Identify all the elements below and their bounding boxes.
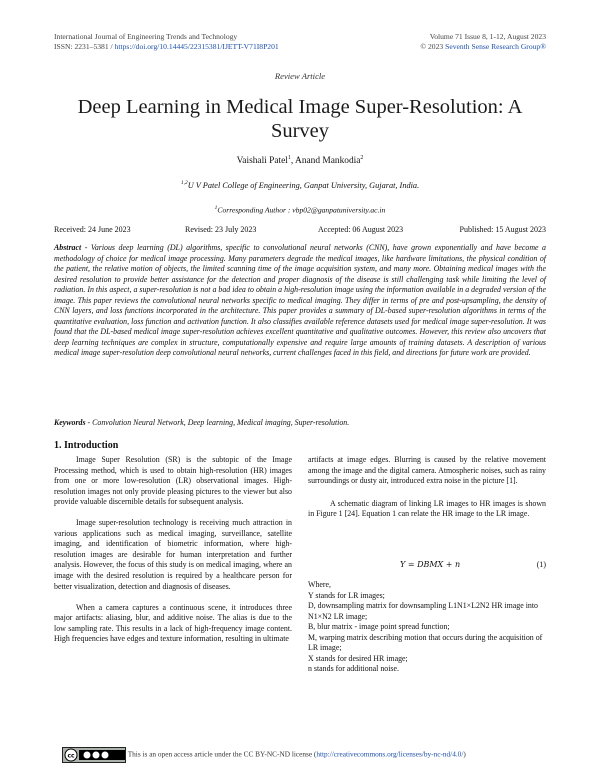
published-date: Published: 15 August 2023 [459,225,546,234]
equation-number: (1) [536,560,546,569]
definition-item: Y stands for LR images; [308,590,385,600]
corresponding-author: $^1$Corresponding Author : vbp02@ganpatuniversity.ac.in [214,205,386,215]
right-column [308,455,546,530]
keywords-label: Keywords [54,418,86,427]
where-label: Where, [308,580,331,589]
definition-item: X stands for desired HR image; [308,653,408,663]
paragraph: When a camera captures a continuous scene, it introduces three major artifacts: aliasing, blur, and additive noise. The alias is due to the low sampling rate. This results in a lack of high-frequency image content. High frequencies have edges and texture information, resulting in ultimate [54,602,292,644]
copyright-line: © 2023 Seventh Sense Research Group® [420,42,546,51]
keywords-text: - Convolution Neural Network, Deep learning, Medical imaging, Super-resolution. [85,418,350,427]
revised-date: Revised: 23 July 2023 [185,225,257,234]
definition-item: B, blur matrix - image point spread function; [308,622,450,632]
abstract [54,243,546,359]
definition-item: n stands for additional noise. [308,664,399,674]
equation: Y = DBMX + n [400,560,461,569]
paragraph: Image Super Resolution (SR) is the subtopic of the Image Processing method, which is used to obtain high-resolution (HR) images from one or more low-resolution (LR) observational images. High-resolution images not only provide pleasing pictures to the viewer but also provide valuable discernible details for subsequent analysis. [54,455,292,507]
article-type: Review Article [274,71,326,81]
left-column [54,455,292,655]
definition-item: D, downsampling matrix for downsampling L1N1×L2N2 HR image into N1×N2 LR image; [308,601,538,621]
publisher-link[interactable]: Seventh Sense Research Group® [445,42,546,51]
definition-item: M, warping matrix describing motion that occurs during the acquisition of LR image; [308,632,543,653]
issn: ISSN: 2231–5381 [54,42,109,51]
authors: Vaishali Patel$^1$, Anand Mankodia$^2$ [236,155,364,167]
paper-title: Deep Learning in Medical Image Super-Resolution: A Survey [77,96,523,142]
volume-info: Volume 71 Issue 8, 1-12, August 2023 [429,32,546,41]
license-footer: cc This is an open access article under the CC BY-NC-ND license (http://creativecommons.org/licenses/by-nc-nd/4.0/) [62,747,562,763]
issn-doi-line: ISSN: 2231–5381 / https://doi.org/10.14445/22315381/IJETT-V71I8P201 [54,42,279,51]
affiliation: $^{1,2}$U V Patel College of Engineering, Ganpat University, Gujarat, India. [180,180,420,190]
license-link[interactable]: http://creativecommons.org/licenses/by-nc-nd/4.0/ [316,749,464,759]
paragraph: Image super-resolution technology is receiving much attraction in various applications such as medical imaging, surveillance, satellite imaging, and identification of biometric information, where high-resolution images are desirable for human interpretation and further analysis. However, the focus of this study is on medical imaging, where an image with the desired resolution is required by a healthcare person for better visualization, detection and diagnosis of diseases. [54,518,292,591]
doi-link[interactable]: https://doi.org/10.14445/22315381/IJETT-V71I8P201 [114,42,279,51]
cc-license-badge [62,747,126,763]
accepted-date: Accepted: 06 August 2023 [318,225,404,234]
author-1: Vaishali Patel [236,156,288,167]
svg-text:cc: cc [67,752,75,760]
volume-header [300,32,546,52]
section-heading: 1. Introduction [54,440,119,451]
definitions-list [308,580,546,675]
cc-by-nc-nd-icon [63,748,125,762]
received-date: Received: 24 June 2023 [54,225,131,234]
abstract-text: - Various deep learning (DL) algorithms, specific to convolutional neural networks (CNN), have grown exponentially and have become a methodology of choice for medical image processing. Many parameters degrade the medical images, like hardware limitations, the physical condition of the patient, the relative motion of objects, the limited scanning time of the image acquisition system, and many more. Obtaining medical images with the desired resolution to provide better assistance for the detection and proper diagnosis of the disease is still challenging task while limiting the level of radiation. In this aspect, a super-resolution is not a bad idea to obtain a high-resolution image using the information available in a degraded version of the image. This paper reviews the convolutional neural networks specific to medical imaging. They differ in terms of pre and post-upsampling, the density of CNN layers, and loss functions incorporated in the architecture. This paper provides a summary of DL-based super-resolution algorithms in terms of the quantitative evaluation, loss function and activation function. It also classifies available reference datasets used for medical image super-resolution. It was found that the DL-based medical image super-resolution achieves excellent quantitative and qualitative outcomes. However, this review also uncovers that deep learning techniques are complex in structure, computationally expensive and require large amounts of training datasets. A description of various medical image super-resolution deep convolutional neural networks, current challenges faced in this field, and directions for future work are provided. [54,243,546,358]
paragraph: artifacts at image edges. Blurring is caused by the relative movement among the image and the digital camera. Atmospheric noises, such as rainy surroundings or dusty air, introduced extra noise in the picture [1]. [308,455,546,486]
author-2: Anand Mankodia [295,156,361,167]
paragraph: A schematic diagram of linking LR images to HR images is shown in Figure 1 [24]. Equation 1 can relate the HR image to the LR image. [308,498,546,519]
abstract-label: Abstract [54,243,82,252]
journal-name: International Journal of Engineering Trends and Technology [54,32,238,41]
keywords [54,418,546,429]
